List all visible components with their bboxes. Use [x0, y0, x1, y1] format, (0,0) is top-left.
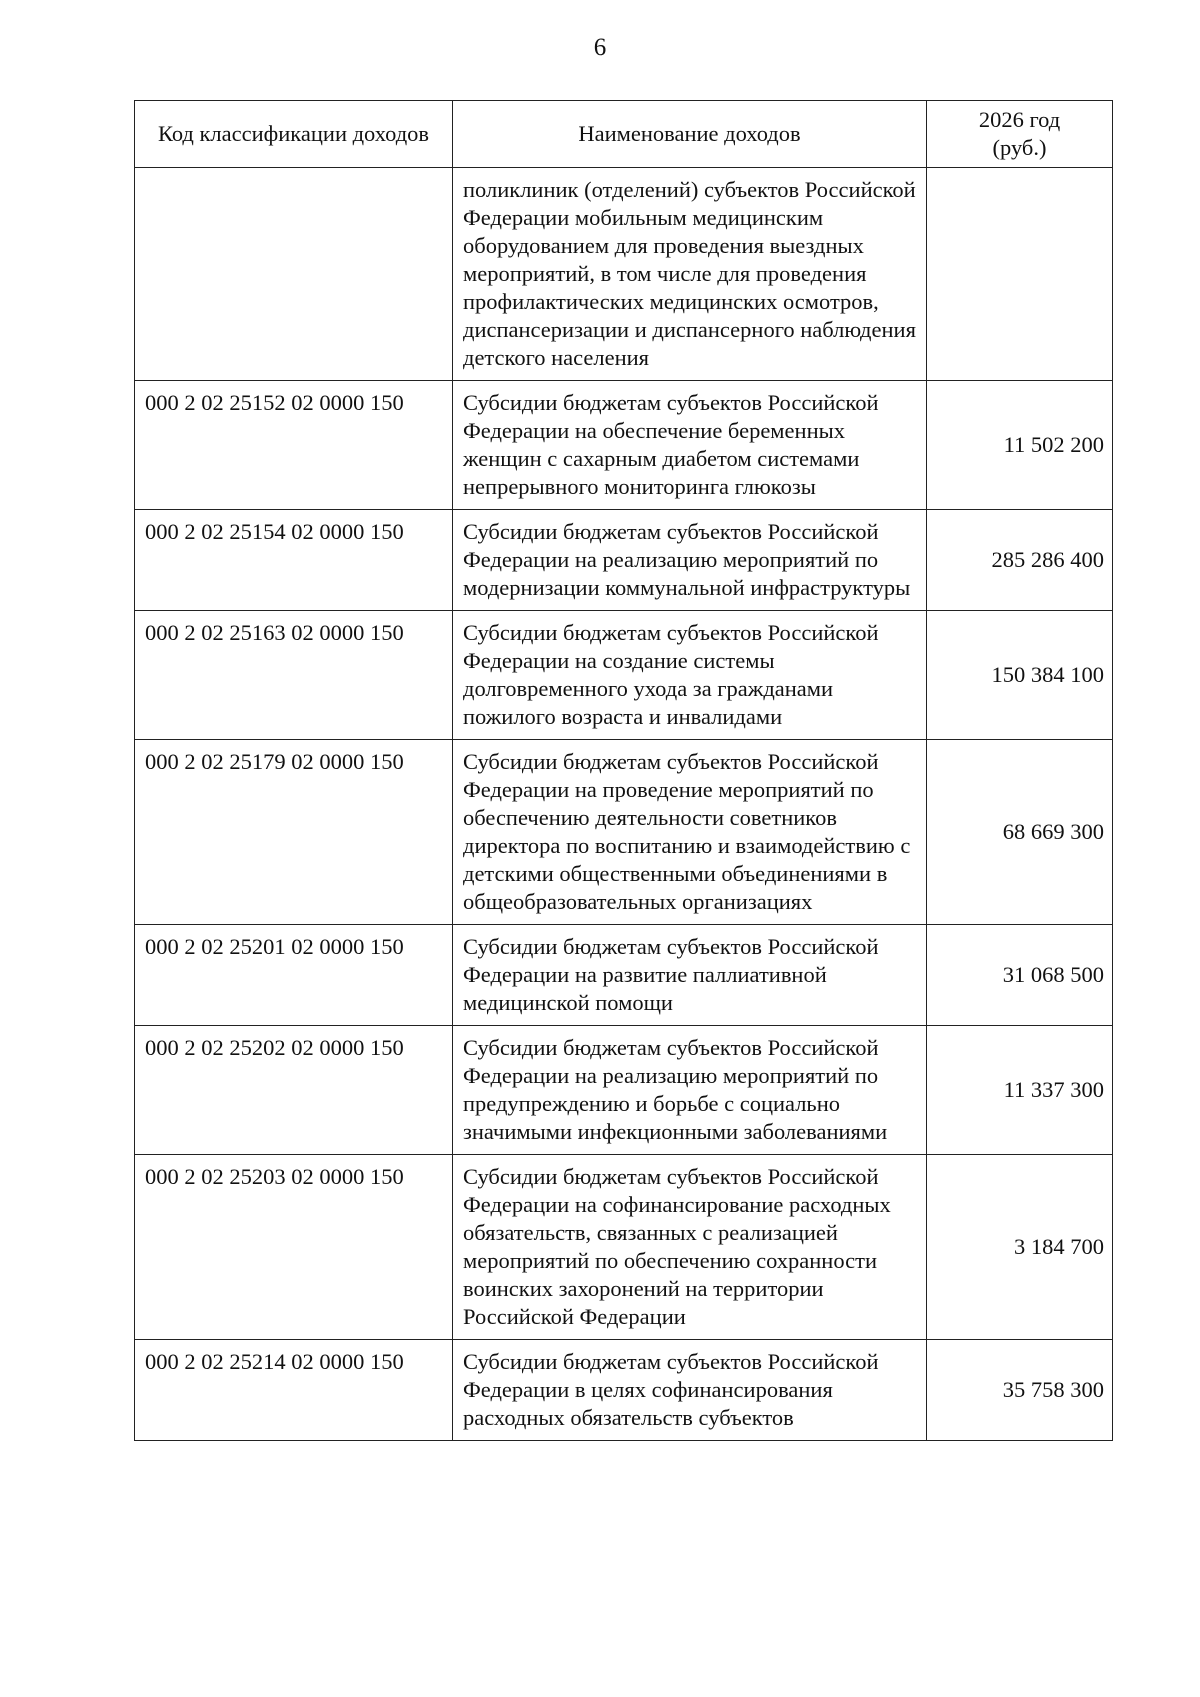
row-code	[135, 168, 453, 381]
row-code: 000 2 02 25214 02 0000 150	[135, 1340, 453, 1441]
row-name: Субсидии бюджетам субъектов Российской Федерации на проведение мероприятий по обеспечению деятельности советников директора по воспитанию и взаимодействию с детскими общественными объединениями в общеобразовательных организациях	[453, 740, 927, 925]
header-unit-label: (руб.)	[992, 135, 1047, 160]
row-code: 000 2 02 25202 02 0000 150	[135, 1026, 453, 1155]
row-name: Субсидии бюджетам субъектов Российской Федерации на развитие паллиативной медицинской помощи	[453, 925, 927, 1026]
row-code: 000 2 02 25179 02 0000 150	[135, 740, 453, 925]
row-amount: 285 286 400	[927, 510, 1113, 611]
row-code: 000 2 02 25154 02 0000 150	[135, 510, 453, 611]
row-code: 000 2 02 25152 02 0000 150	[135, 381, 453, 510]
row-name: поликлиник (отделений) субъектов Российской Федерации мобильным медицинским оборудованием для проведения выездных мероприятий, в том числе для проведения профилактических медицинских осмотров, диспансеризации и диспансерного наблюдения детского населения	[453, 168, 927, 381]
header-year-label: 2026 год	[978, 107, 1061, 132]
row-name: Субсидии бюджетам субъектов Российской Федерации на обеспечение беременных женщин с сахарным диабетом системами непрерывного мониторинга глюкозы	[453, 381, 927, 510]
row-code: 000 2 02 25163 02 0000 150	[135, 611, 453, 740]
row-code: 000 2 02 25201 02 0000 150	[135, 925, 453, 1026]
table-row	[135, 381, 1113, 510]
header-name: Наименование доходов	[453, 101, 927, 168]
revenue-table	[134, 100, 1113, 1441]
header-code: Код классификации доходов	[135, 101, 453, 168]
row-amount: 31 068 500	[927, 925, 1113, 1026]
table-row	[135, 510, 1113, 611]
row-name: Субсидии бюджетам субъектов Российской Федерации в целях софинансирования расходных обязательств субъектов	[453, 1340, 927, 1441]
row-name: Субсидии бюджетам субъектов Российской Федерации на создание системы долговременного ухода за гражданами пожилого возраста и инвалидами	[453, 611, 927, 740]
table-row	[135, 1340, 1113, 1441]
header-year	[927, 101, 1113, 168]
row-amount: 11 502 200	[927, 381, 1113, 510]
table-row	[135, 1026, 1113, 1155]
table-row	[135, 611, 1113, 740]
row-name: Субсидии бюджетам субъектов Российской Федерации на реализацию мероприятий по предупреждению и борьбе с социально значимыми инфекционными заболеваниями	[453, 1026, 927, 1155]
table-header-row	[135, 101, 1113, 168]
row-amount: 35 758 300	[927, 1340, 1113, 1441]
row-amount: 3 184 700	[927, 1155, 1113, 1340]
row-amount	[927, 168, 1113, 381]
row-amount: 150 384 100	[927, 611, 1113, 740]
row-name: Субсидии бюджетам субъектов Российской Федерации на реализацию мероприятий по модернизации коммунальной инфраструктуры	[453, 510, 927, 611]
table-row	[135, 1155, 1113, 1340]
row-amount: 11 337 300	[927, 1026, 1113, 1155]
page-number: 6	[593, 34, 607, 61]
table-row	[135, 168, 1113, 381]
table-row	[135, 740, 1113, 925]
row-code: 000 2 02 25203 02 0000 150	[135, 1155, 453, 1340]
row-name: Субсидии бюджетам субъектов Российской Федерации на софинансирование расходных обязательств, связанных с реализацией мероприятий по обеспечению сохранности воинских захоронений на территории Российской Федерации	[453, 1155, 927, 1340]
row-amount: 68 669 300	[927, 740, 1113, 925]
table-row	[135, 925, 1113, 1026]
